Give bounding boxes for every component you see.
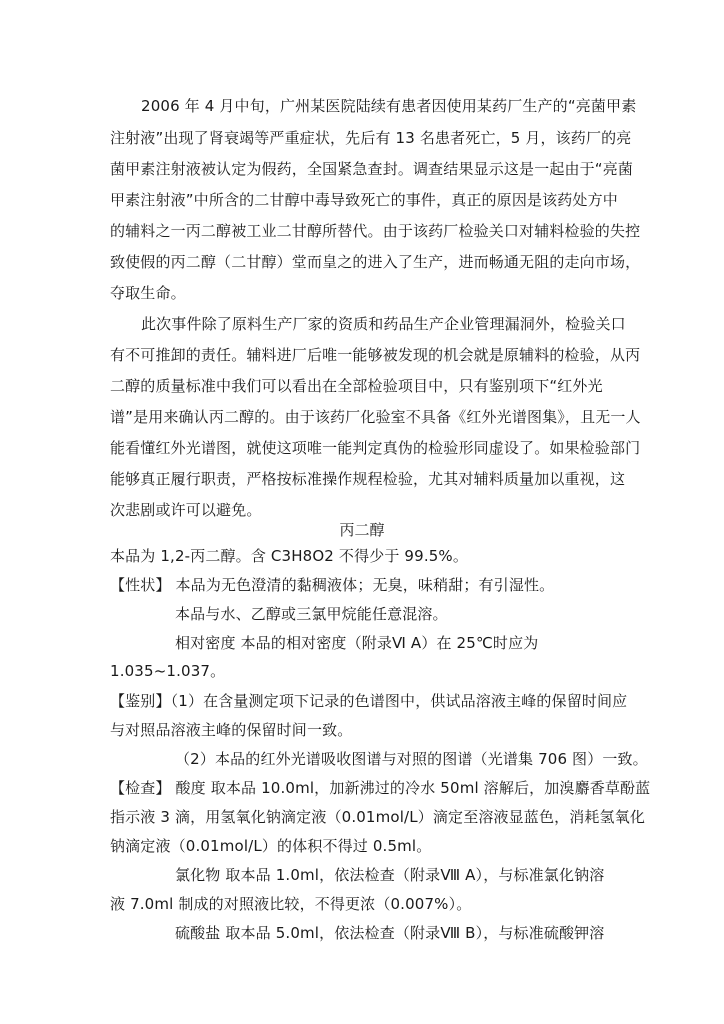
standard-line-3: 本品与水、乙醇或三氯甲烷能任意混溶。	[175, 605, 448, 623]
standard-line-7: 与对照品溶液主峰的保留时间一致。	[110, 721, 353, 739]
standard-line-11: 钠滴定液（0.01mol/L）的体积不得过 0.5ml。	[110, 837, 432, 855]
p2-line-2: 有不可推卸的责任。辅料进厂后唯一能够被发现的机会就是原辅料的检验，从丙	[110, 346, 641, 364]
p2-line-4: 谱”是用来确认丙二醇的。由于该药厂化验室不具备《红外光谱图集》，且无一人	[110, 408, 641, 426]
p1-line-7: 夺取生命。	[110, 284, 186, 302]
standard-line-9: 【检查】 酸度 取本品 10.0ml，加新沸过的冷水 50ml 溶解后，加溴麝香草酚蓝	[110, 779, 651, 797]
standard-line-4: 相对密度 本品的相对密度（附录Ⅵ A）在 25℃时应为	[175, 634, 539, 652]
p2-line-7: 次悲剧或许可以避免。	[110, 501, 262, 519]
standard-line-6: 【鉴别】（1）在含量测定项下记录的色谱图中，供试品溶液主峰的保留时间应	[110, 692, 628, 710]
p1-line-6: 致使假的丙二醇（二甘醇）堂而皇之的进入了生产，进而畅通无阻的走向市场，	[110, 253, 641, 271]
standard-line-13: 液 7.0ml 制成的对照液比较，不得更浓（0.007%）。	[110, 895, 472, 913]
p2-line-3: 二醇的质量标准中我们可以看出在全部检验项目中，只有鉴别项下“红外光	[110, 377, 603, 395]
p2-line-6: 能够真正履行职责，严格按标准操作规程检验，尤其对辅料质量加以重视，这	[110, 470, 626, 488]
standard-line-10: 指示液 3 滴，用氢氧化钠滴定液（0.01mol/L）滴定至溶液显蓝色，消耗氢氧化	[110, 808, 645, 826]
p2-line-5: 能看懂红外光谱图，就使这项唯一能判定真伪的检验形同虚设了。如果检验部门	[110, 439, 641, 457]
standard-line-14: 硫酸盐 取本品 5.0ml，依法检查（附录Ⅷ B），与标准硫酸钾溶	[175, 924, 605, 942]
p2-line-1: 此次事件除了原料生产厂家的资质和药品生产企业管理漏洞外，检验关口	[141, 315, 626, 333]
standard-line-1: 本品为 1,2-丙二醇。含 C3H8O2 不得少于 99.5%。	[110, 547, 468, 565]
p1-line-4: 甲素注射液”中所含的二甘醇中毒导致死亡的事件，真正的原因是该药处方中	[110, 191, 618, 209]
standard-line-2: 【性状】 本品为无色澄清的黏稠液体；无臭，味稍甜；有引湿性。	[110, 576, 555, 594]
p1-line-5: 的辅料之一丙二醇被工业二甘醇所替代。由于该药厂检验关口对辅料检验的失控	[110, 222, 641, 240]
standard-line-8: （2）本品的红外光谱吸收图谱与对照的图谱（光谱集 706 图）一致。	[175, 750, 648, 768]
p1-line-2: 注射液”出现了肾衰竭等严重症状，先后有 13 名患者死亡，5 月，该药厂的亮	[110, 129, 632, 147]
standard-title: 丙二醇	[339, 521, 385, 539]
p1-line-1: 2006 年 4 月中旬，广州某医院陆续有患者因使用某药厂生产的“亮菌甲素	[141, 97, 637, 115]
standard-line-5: 1.035~1.037。	[110, 662, 226, 680]
standard-line-12: 氯化物 取本品 1.0ml，依法检查（附录Ⅷ A），与标准氯化钠溶	[175, 866, 605, 884]
p1-line-3: 菌甲素注射液被认定为假药，全国紧急查封。调查结果显示这是一起由于“亮菌	[110, 160, 634, 178]
